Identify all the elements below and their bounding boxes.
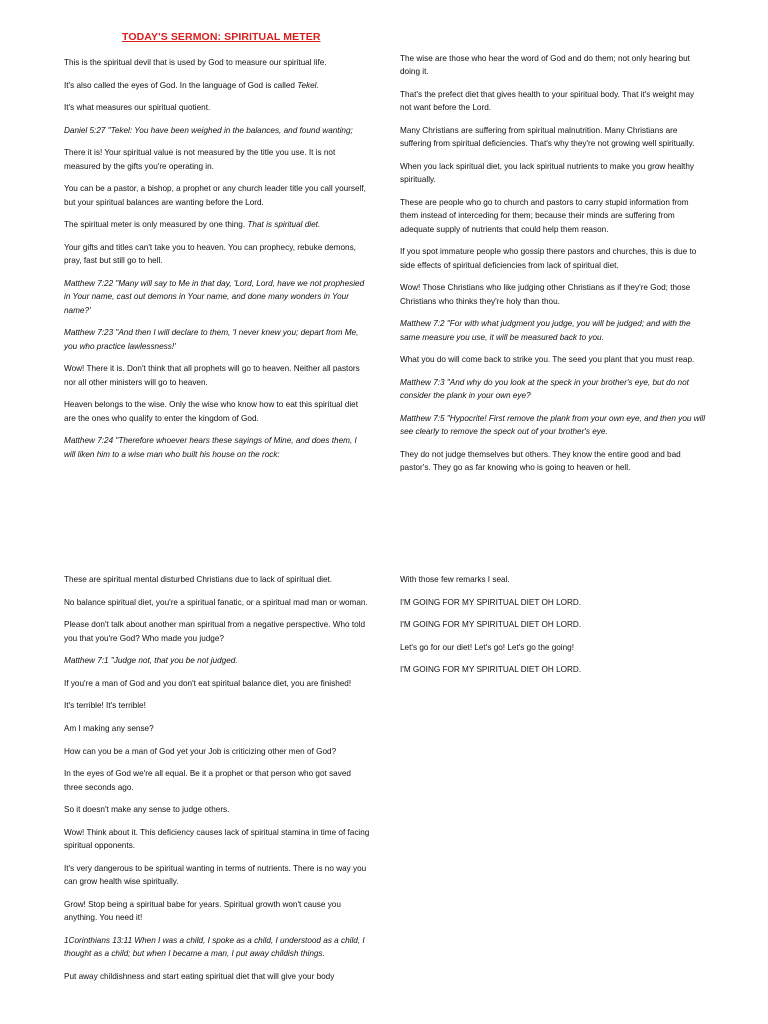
- paragraph: [400, 160, 706, 187]
- paragraph-text: Grow! Stop being a spiritual babe for years. Spiritual growth won't cause you anything. You need it!: [64, 899, 341, 923]
- column-bottom-left: [64, 573, 370, 992]
- paragraph: [400, 88, 706, 115]
- paragraph: [400, 663, 706, 676]
- paragraph-text: These are spiritual mental disturbed Christians due to lack of spiritual diet.: [64, 575, 333, 584]
- paragraph-text: If you spot immature people who gossip there pastors and churches, this is due to side effects of spiritual deficiencies from lack of spiritual diet.: [400, 247, 697, 270]
- paragraph-text: Matthew 7:1 "Judge not, that you be not judged.: [64, 656, 238, 666]
- paragraph-text: These are people who go to church and pastors to carry stupid information from them instead of interceding for them; because their minds are suffering from adequate supply of nutrients that could help them reason.: [400, 198, 689, 234]
- paragraph-text: Matthew 7:3 "And why do you look at the speck in your brother's eye, but do not consider the plank in your own eye?: [400, 378, 689, 401]
- paragraph-text: Matthew 7:24 "Therefore whoever hears these sayings of Mine, and does them, I will liken him to a wise man who built his house on the rock:: [64, 436, 357, 459]
- paragraph-text: They do not judge themselves but others. They know the entire good and bad pastor's. They go as far knowing who is going to heaven or hell.: [400, 450, 681, 473]
- paragraph-text: 1Corinthians 13:11 When I was a child, I spoke as a child, I understood as a child, I thought as a child; but when I became a man, I put away childish things.: [64, 935, 365, 959]
- paragraph: [400, 618, 706, 631]
- scripture-paragraph: [64, 124, 370, 137]
- paragraph: [400, 281, 706, 308]
- paragraph-text: Your gifts and titles can't take you to heaven. You can prophecy, rebuke demons, pray, fast but still go to hell.: [64, 242, 356, 266]
- paragraph-text: It's what measures our spiritual quotient.: [64, 103, 211, 113]
- scripture-paragraph: [64, 654, 370, 667]
- paragraph-text: Put away childishness and start eating spiritual diet that will give your body: [64, 971, 335, 981]
- paragraph-text: So it doesn't make any sense to judge others.: [64, 805, 230, 815]
- paragraph-text: Matthew 7:23 "And then I will declare to them, 'I never knew you; depart from Me, you who practice lawlessness!': [64, 328, 359, 351]
- scripture-paragraph: [64, 934, 370, 961]
- paragraph-emphasis: That is spiritual diet.: [247, 220, 321, 230]
- scripture-paragraph: [64, 326, 370, 353]
- paragraph: [64, 699, 370, 712]
- paragraph-text: I'M GOING FOR MY SPIRITUAL DIET OH LORD.: [400, 665, 582, 675]
- paragraph: [64, 862, 370, 889]
- paragraph: [64, 56, 370, 69]
- paragraph: [64, 745, 370, 758]
- paragraph-text: The spiritual meter is only measured by one thing.: [64, 220, 248, 230]
- paragraph: [400, 196, 706, 236]
- paragraph-text: With those few remarks I seal.: [400, 575, 510, 584]
- scripture-paragraph: [400, 317, 706, 344]
- paragraph-text: Wow! Those Christians who like judging other Christians as if they're God; those Christians who thinks they're holy than thou.: [400, 283, 691, 306]
- paragraph-text: Please don't talk about another man spiritual from a negative perspective. Who told you that you're God? Who made you judge?: [64, 620, 366, 643]
- paragraph: [400, 573, 706, 586]
- paragraph-text: Let's go for our diet! Let's go! Let's go the going!: [400, 642, 575, 652]
- paragraph: [64, 182, 370, 209]
- paragraph-text: Matthew 7:5 "Hypocrite! First remove the plank from your own eye, and then you will see clearly to remove the speck out of your brother's eye.: [400, 414, 706, 437]
- paragraph-text: I'M GOING FOR MY SPIRITUAL DIET OH LORD.: [400, 597, 582, 607]
- paragraph-text: Matthew 7:2 "For with what judgment you judge, you will be judged; and with the same measure you use, it will be measured back to you.: [400, 319, 691, 342]
- paragraph-text: That's the prefect diet that gives health to your spiritual body. That it's weight may not want before the Lord.: [400, 90, 695, 113]
- paragraph: [400, 448, 706, 475]
- scripture-paragraph: [64, 434, 370, 461]
- scripture-paragraph: [400, 376, 706, 403]
- paragraph-text: There it is! Your spiritual value is not measured by the title you use. It is not measured by the gifts you're operating in.: [64, 148, 336, 171]
- paragraph-text: It's terrible! It's terrible!: [64, 701, 146, 711]
- paragraph-text: Matthew 7:22 "Many will say to Me in that day, 'Lord, Lord, have we not prophesied in Your name, cast out demons in Your name, and done many wonders in Your name?': [64, 278, 365, 315]
- paragraph-text: Many Christians are suffering from spiritual malnutrition. Many Christians are suffering from spiritual deficiencies. That's why they're not growing well spiritually.: [400, 126, 695, 149]
- sermon-title: TODAY'S SERMON: SPIRITUAL METER: [122, 31, 321, 43]
- paragraph: [64, 970, 370, 983]
- paragraph: [400, 245, 706, 272]
- paragraph: [400, 641, 706, 654]
- paragraph: [64, 677, 370, 690]
- column-top-left: [64, 56, 370, 470]
- paragraph-text: It's very dangerous to be spiritual wanting in terms of nutrients. There is no way you can grow health wise spiritually.: [64, 863, 367, 887]
- paragraph: [64, 596, 370, 609]
- paragraph: [400, 353, 706, 366]
- paragraph: [64, 573, 370, 586]
- paragraph: [64, 803, 370, 816]
- paragraph: [64, 79, 370, 92]
- paragraph-text: I'M GOING FOR MY SPIRITUAL DIET OH LORD.: [400, 620, 582, 630]
- paragraph: [400, 596, 706, 609]
- paragraph-text: Heaven belongs to the wise. Only the wise who know how to eat this spiritual diet are the ones who qualify to enter the kingdom of God.: [64, 400, 358, 423]
- paragraph: [400, 52, 706, 79]
- paragraph: [400, 124, 706, 151]
- paragraph-emphasis: Tekel.: [297, 80, 319, 90]
- paragraph-text: If you're a man of God and you don't eat spiritual balance diet, you are finished!: [64, 678, 352, 688]
- paragraph-text: How can you be a man of God yet your Job is criticizing other men of God?: [64, 746, 337, 756]
- scripture-paragraph: [400, 412, 706, 439]
- paragraph: [64, 146, 370, 173]
- paragraph: [64, 101, 370, 114]
- paragraph: [64, 362, 370, 389]
- paragraph: [64, 241, 370, 268]
- paragraph-text: What you do will come back to strike you. The seed you plant that you must reap.: [400, 355, 695, 365]
- paragraph-text: It's also called the eyes of God. In the language of God is called: [64, 80, 298, 90]
- paragraph-text: The wise are those who hear the word of God and do them; not only hearing but doing it.: [400, 54, 690, 77]
- paragraph: [64, 398, 370, 425]
- paragraph: [64, 826, 370, 853]
- paragraph-text: Daniel 5:27 "Tekel: You have been weighed in the balances, and found wanting;: [64, 125, 353, 135]
- paragraph: [64, 722, 370, 735]
- paragraph: [64, 618, 370, 645]
- paragraph-text: When you lack spiritual diet, you lack spiritual nutrients to make you grow healthy spiritually.: [400, 162, 694, 185]
- paragraph-text: You can be a pastor, a bishop, a prophet or any church leader title you call yourself, but your spiritual balances are wanting before the Lord.: [64, 184, 366, 207]
- scripture-paragraph: [64, 277, 370, 317]
- paragraph: [64, 767, 370, 794]
- column-bottom-right: [400, 573, 706, 686]
- paragraph: [64, 898, 370, 925]
- paragraph-text: Wow! There it is. Don't think that all prophets will go to heaven. Neither all pastors nor all other ministers will go to heaven.: [64, 364, 360, 387]
- paragraph: [64, 218, 370, 231]
- paragraph-text: This is the spiritual devil that is used by God to measure our spiritual life.: [64, 58, 327, 67]
- paragraph-text: No balance spiritual diet, you're a spiritual fanatic, or a spiritual mad man or woman.: [64, 597, 368, 607]
- column-top-right: [400, 52, 706, 484]
- paragraph-text: Wow! Think about it. This deficiency causes lack of spiritual stamina in time of facing spiritual opponents.: [64, 827, 370, 851]
- paragraph-text: In the eyes of God we're all equal. Be it a prophet or that person who got saved three seconds ago.: [64, 769, 351, 792]
- paragraph-text: Am I making any sense?: [64, 723, 154, 733]
